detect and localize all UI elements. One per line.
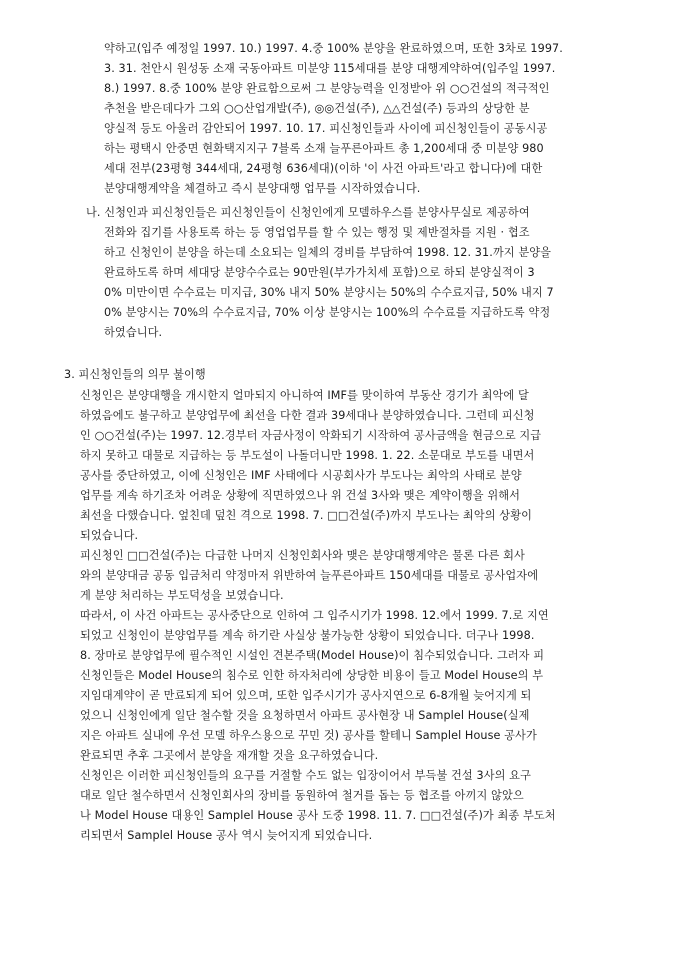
- text-line: 세대 전부(23평형 344세대, 24평형 636세대)(이하 '이 사건 아파트'라고 합니다)에 대한: [104, 162, 543, 175]
- text-line: 신청인은 이러한 피신청인들의 요구를 거절할 수도 없는 입장이어서 부득불 건설 3사의 요구: [80, 769, 532, 782]
- text-line: 지은 아파트 실내에 우선 모델 하우스용으로 꾸민 것) 공사를 할테니 Samplel House 공사가: [80, 729, 537, 742]
- text-line: 추천을 받은데다가 그외 ○○산업개발(주), ◎◎건설(주), △△건설(주) 등과의 상당한 분: [104, 102, 530, 115]
- text-line: 리되면서 Samplel House 공사 역시 늦어지게 되었습니다.: [80, 829, 373, 842]
- text-line: 공사를 중단하였고, 이에 신청인은 IMF 사태에다 시공회사가 부도나는 최악의 사태로 분양: [80, 469, 522, 482]
- text-line: 하였습니다.: [104, 326, 163, 339]
- text-line: 3. 31. 천안시 원성동 소재 국동아파트 미분양 115세대를 분양 대행계약하여(입주일 1997.: [104, 62, 556, 75]
- text-line: 신청인은 분양대행을 개시한지 얼마되지 아니하여 IMF를 맞이하여 부동산 경기가 최악에 달: [80, 389, 529, 402]
- text-line: 완료하도록 하며 세대당 분양수수료는 90만원(부가가치세 포함)으로 하되 분양실적이 3: [104, 266, 535, 279]
- text-line: 피신청인 □□건설(주)는 다급한 나머지 신청인회사와 맺은 분양대행계약은 물론 다른 회사: [80, 549, 525, 562]
- section-heading: 3. 피신청인들의 의무 불이행: [64, 368, 206, 381]
- text-line: 업무를 계속 하기조차 어려운 상황에 직면하였으나 위 건설 3사와 맺은 계약이행을 위해서: [80, 489, 521, 502]
- list-item-na: 나. 신청인과 피신청인들은 피신청인들이 신청인에게 모델하우스를 분양사무실로 제공하여: [86, 206, 530, 219]
- text-line: 되었습니다.: [80, 529, 139, 542]
- text-line: 완료되면 추후 그곳에서 분양을 재개할 것을 요구하였습니다.: [80, 749, 379, 762]
- text-line: 양실적 등도 아울러 감안되어 1997. 10. 17. 피신청인들과 사이에 피신청인들이 공동시공: [104, 122, 548, 135]
- text-line: 분양대행계약을 체결하고 즉시 분양대행 업무를 시작하였습니다.: [104, 182, 421, 195]
- text-line: 하지 못하고 대물로 지급하는 등 부도설이 나돌더니만 1998. 1. 22. 소문대로 부도를 내면서: [80, 449, 535, 462]
- text-line: 0% 분양시는 70%의 수수료지급, 70% 이상 분양시는 100%의 수수료를 지급하도록 약정: [104, 306, 551, 319]
- text-line: 신청인들은 Model House의 침수로 인한 하자처리에 상당한 비용이 들고 Model House의 부: [80, 669, 544, 682]
- text-line: 따라서, 이 사건 아파트는 공사중단으로 인하여 그 입주시기가 1998. 12.에서 1999. 7.로 지연: [80, 609, 549, 622]
- text-line: 8. 장마로 분양업무에 필수적인 시설인 견본주택(Model House)이 침수되었습니다. 그러자 피: [80, 649, 545, 662]
- text-line: 인 ○○건설(주)는 1997. 12.경부터 자금사정이 악화되기 시작하여 공사금액을 현금으로 지급: [80, 429, 542, 442]
- text-line: 었으니 신청인에게 일단 철수할 것을 요청하면서 아파트 공사현장 내 Samplel House(실제: [80, 709, 530, 722]
- text-line: 8.) 1997. 8.중 100% 분양 완료함으로써 그 분양능력을 인정받아 위 ○○건설의 적극적인: [104, 82, 550, 95]
- text-line: 대로 일단 철수하면서 신청인회사의 장비를 동원하여 철거를 돕는 등 협조를 아끼지 않았으: [80, 789, 524, 802]
- text-line: 되었고 신청인이 분양업무를 계속 하기란 사실상 불가능한 상황이 되었습니다. 더구나 1998.: [80, 629, 535, 642]
- text-line: 하는 평택시 안중면 현화택지지구 7블록 소재 늘푸른아파트 총 1,200세대 중 미분양 980: [104, 142, 544, 155]
- text-line: 하였음에도 불구하고 분양업무에 최선을 다한 결과 39세대나 분양하였습니다. 그런데 피신청: [80, 409, 535, 422]
- text-line: 최선을 다했습니다. 엎친데 덮친 격으로 1998. 7. □□건설(주)까지 부도나는 최악의 상황이: [80, 509, 533, 522]
- text-line: 와의 분양대금 공동 입금처리 약정마저 위반하여 늘푸른아파트 150세대를 대물로 공사업자에: [80, 569, 539, 582]
- text-line: 전화와 집기를 사용토록 하는 등 영업업무를 할 수 있는 행정 및 제반절차를 지원 · 협조: [104, 226, 530, 239]
- text-line: 하고 신청인이 분양을 하는데 소요되는 일체의 경비를 부담하여 1998. 12. 31.까지 분양을: [104, 246, 552, 259]
- text-line: 지임대계약이 곧 만료되게 되어 있으며, 또한 입주시기가 공사지연으로 6-8개월 늦어지게 되: [80, 689, 532, 702]
- text-line: 게 분양 처리하는 부도덕성을 보였습니다.: [80, 589, 284, 602]
- text-line: 약하고(입주 예정일 1997. 10.) 1997. 4.중 100% 분양을 완료하였으며, 또한 3차로 1997.: [104, 42, 563, 55]
- text-line: 나 Model House 대용인 Samplel House 공사 도중 1998. 11. 7. □□건설(주)가 최종 부도처: [80, 809, 556, 822]
- text-line: 0% 미만이면 수수료는 미지급, 30% 내지 50% 분양시는 50%의 수수료지급, 50% 내지 7: [104, 286, 554, 299]
